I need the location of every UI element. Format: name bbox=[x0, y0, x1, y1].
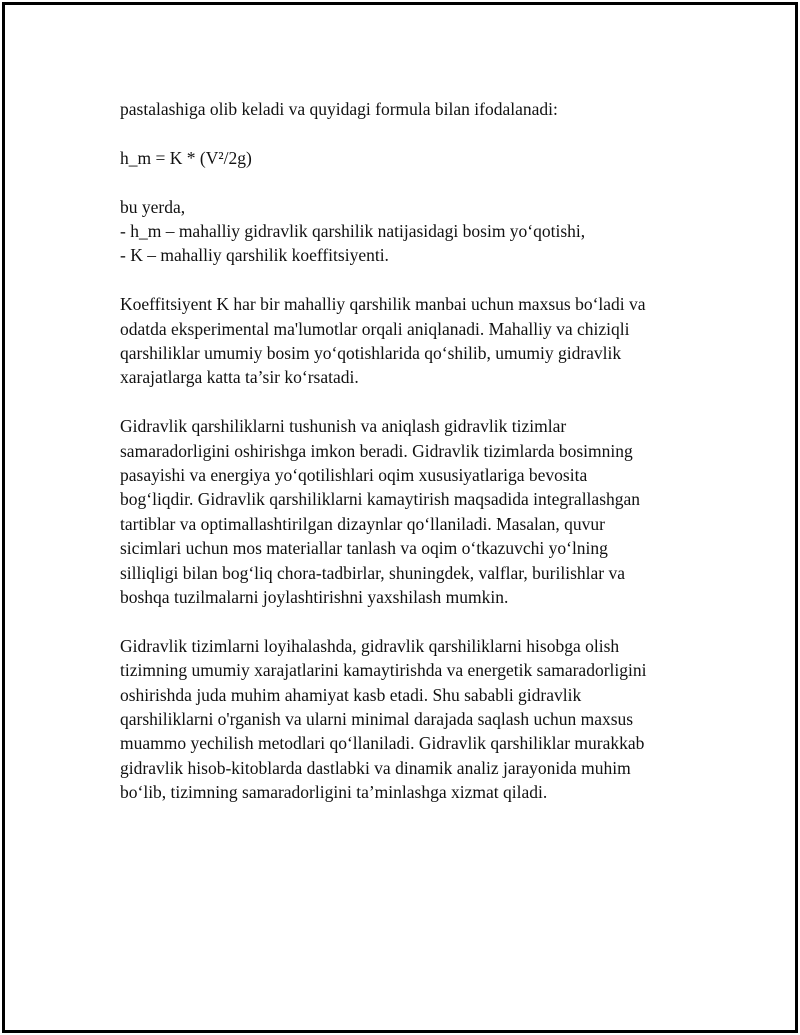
spacer bbox=[120, 609, 690, 633]
paragraph-line: muammo yechilish metodlari qo‘llaniladi. Gidravlik qarshiliklar murakkab bbox=[120, 733, 645, 754]
where-label: bu yerda, bbox=[120, 196, 186, 217]
paragraph-line: odatda eksperimental ma'lumotlar orqali aniqlanadi. Mahalliy va chiziqli bbox=[120, 318, 630, 339]
paragraph-2 bbox=[120, 414, 690, 609]
paragraph-line: silliqligi bilan bog‘liq chora-tadbirlar, shuningdek, valflar, burilishlar va bbox=[120, 562, 626, 583]
paragraph-line: Gidravlik qarshiliklarni tushunish va aniqlash gidravlik tizimlar bbox=[120, 416, 567, 437]
paragraph-line: Koeffitsiyent K har bir mahalliy qarshilik manbai uchun maxsus bo‘ladi va bbox=[120, 294, 646, 315]
paragraph-line: sicimlari uchun mos materiallar tanlash va oqim o‘tkazuvchi yo‘lning bbox=[120, 538, 608, 559]
spacer bbox=[120, 170, 690, 194]
paragraph-line: qarshiliklar umumiy bosim yo‘qotishlarida qo‘shilib, umumiy gidravlik bbox=[120, 343, 622, 364]
spacer bbox=[120, 390, 690, 414]
paragraph-line: pasayishi va energiya yo‘qotilishlari oqim xususiyatlariga bevosita bbox=[120, 465, 588, 486]
paragraph-line: Gidravlik tizimlarni loyihalashda, gidravlik qarshiliklarni hisobga olish bbox=[120, 635, 620, 656]
intro-line: pastalashiga olib keladi va quyidagi formula bilan ifodalanadi: bbox=[120, 99, 558, 119]
document-body bbox=[120, 97, 690, 805]
formula: h_m = K * (V²/2g) bbox=[120, 147, 252, 168]
paragraph-line: gidravlik hisob-kitoblarda dastlabki va dinamik analiz jarayonida muhim bbox=[120, 757, 631, 778]
paragraph-line: samaradorligini oshirishga imkon beradi. Gidravlik tizimlarda bosimning bbox=[120, 440, 633, 461]
definition-item: - K – mahalliy qarshilik koeffitsiyenti. bbox=[120, 245, 389, 266]
paragraph-line: tizimning umumiy xarajatlarini kamaytirishda va energetik samaradorligini bbox=[120, 660, 647, 681]
paragraph-line: qarshiliklarni o'rganish va ularni minimal darajada saqlash uchun maxsus bbox=[120, 709, 634, 730]
paragraph-3 bbox=[120, 634, 690, 805]
paragraph-line: xarajatlarga katta ta’sir ko‘rsatadi. bbox=[120, 367, 359, 388]
document-page bbox=[2, 2, 798, 1033]
paragraph-line: bog‘liqdir. Gidravlik qarshiliklarni kamaytirish maqsadida integrallashgan bbox=[120, 489, 641, 510]
paragraph-line: oshirishda juda muhim ahamiyat kasb etadi. Shu sababli gidravlik bbox=[120, 684, 582, 705]
paragraph-line: tartiblar va optimallashtirilgan dizaynlar qo‘llaniladi. Masalan, quvur bbox=[120, 513, 605, 534]
paragraph-line: boshqa tuzilmalarni joylashtirishni yaxshilash mumkin. bbox=[120, 587, 509, 608]
spacer bbox=[120, 121, 690, 145]
definition-item: - h_m – mahalliy gidravlik qarshilik natijasidagi bosim yo‘qotishi, bbox=[120, 221, 586, 241]
paragraph-1 bbox=[120, 292, 690, 390]
spacer bbox=[120, 268, 690, 292]
paragraph-line: bo‘lib, tizimning samaradorligini ta’minlashga xizmat qiladi. bbox=[120, 782, 548, 803]
